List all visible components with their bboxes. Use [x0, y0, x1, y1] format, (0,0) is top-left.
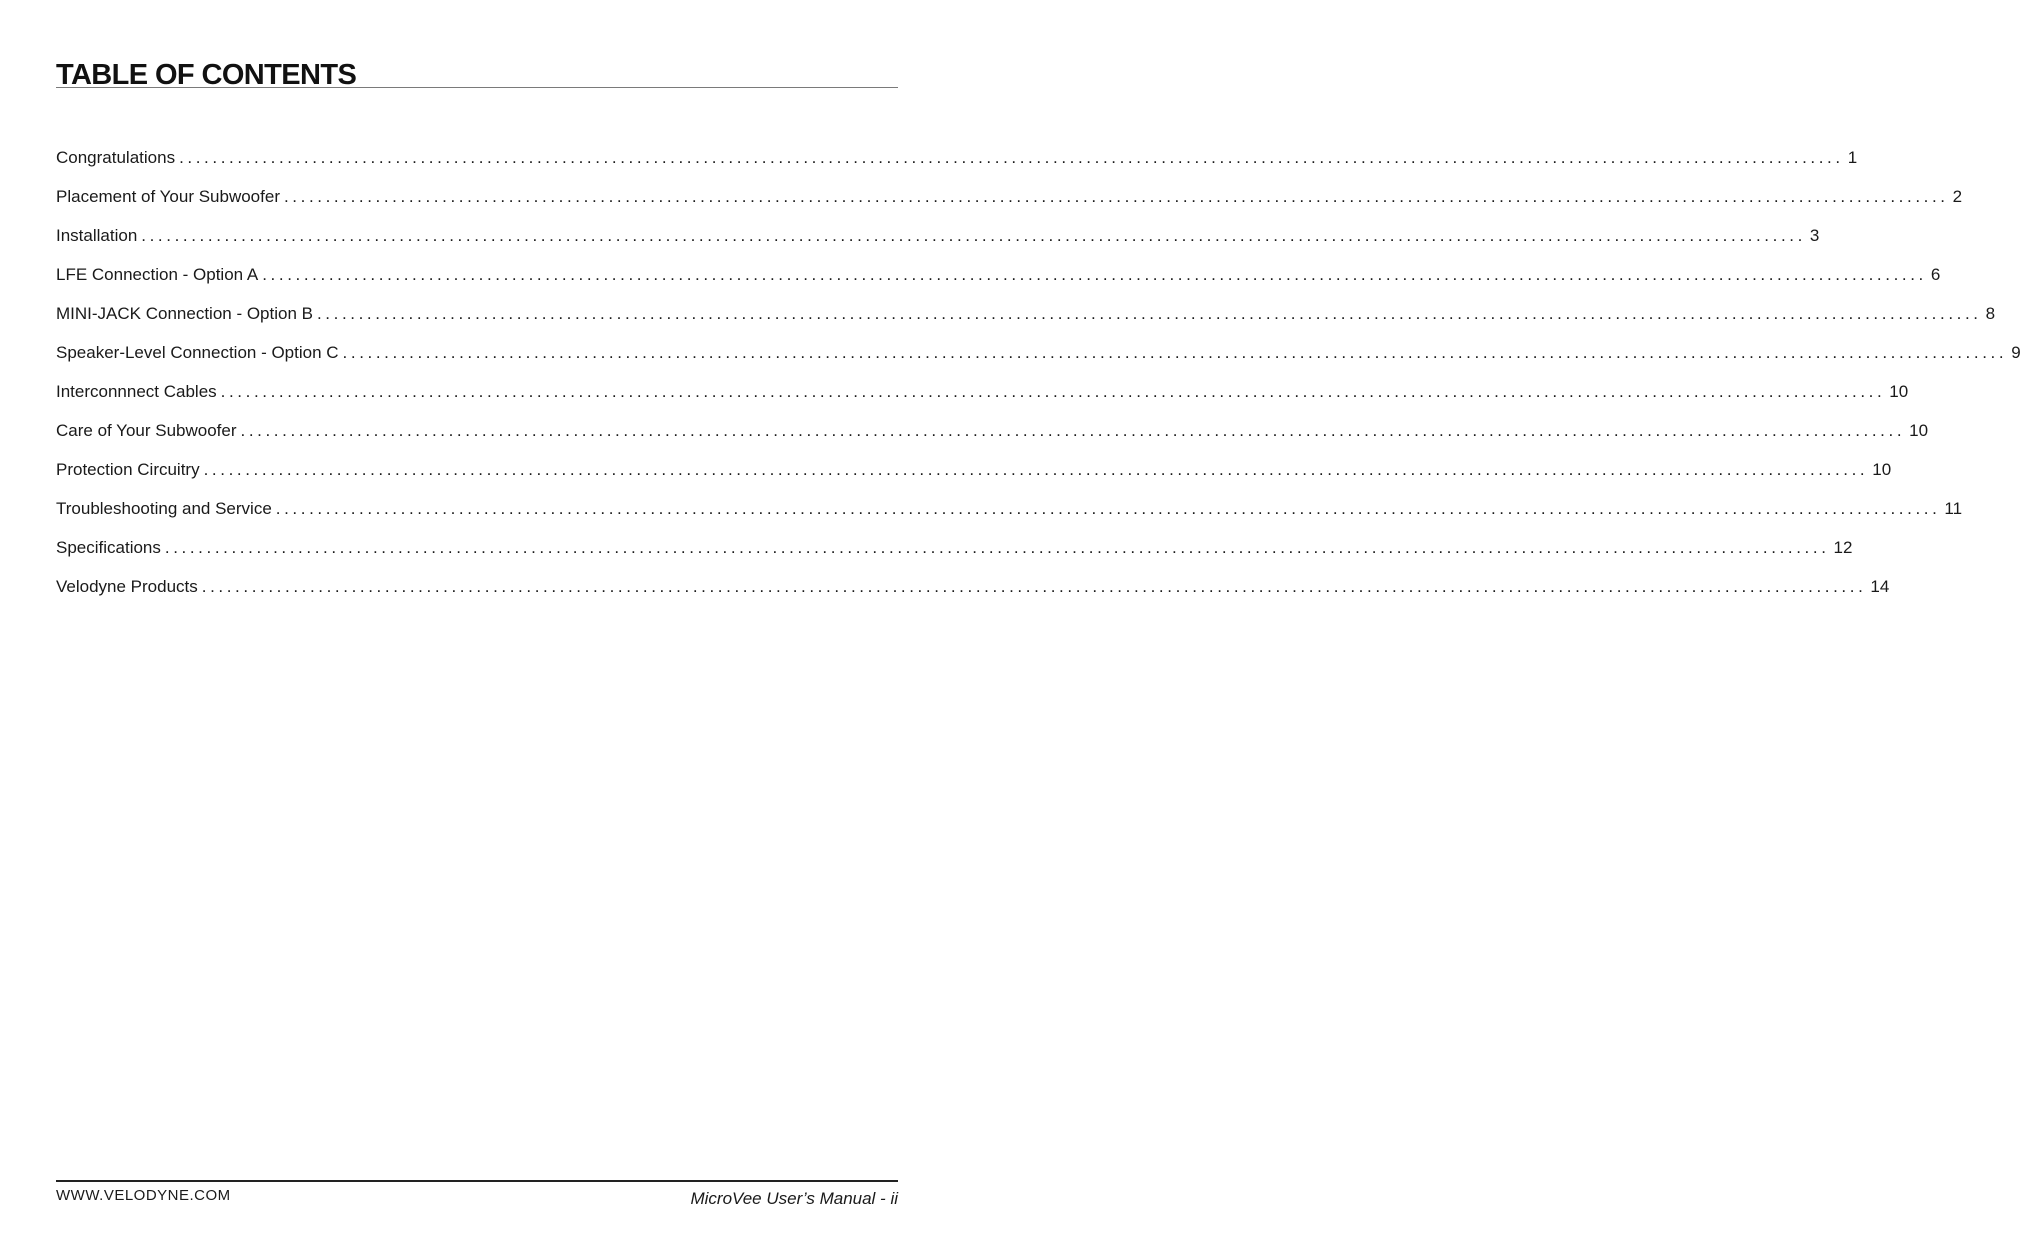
toc-entry-label: Protection Circuitry: [56, 460, 200, 479]
toc-entry-label: Installation: [56, 226, 138, 245]
toc-dot-leader: ........................................................................................................................................................................................................: [240, 421, 1906, 440]
footer-divider: [56, 1180, 898, 1182]
toc-entry-page: 10: [1872, 460, 1892, 479]
toc-entry[interactable]: [56, 144, 1858, 183]
toc-entry-page: 10: [1909, 421, 1929, 440]
toc-dot-leader: ........................................................................................................................................................................................................: [220, 382, 1886, 401]
toc-entry-page: 2: [1952, 187, 1963, 206]
toc-dot-leader: ........................................................................................................................................................................................................: [262, 265, 1927, 284]
toc-entry[interactable]: [56, 183, 1963, 222]
toc-entry[interactable]: [56, 378, 1909, 417]
toc-entry[interactable]: [56, 456, 1892, 495]
toc-entry[interactable]: [56, 300, 1996, 339]
toc-entry-label: Velodyne Products: [56, 577, 198, 596]
toc-entry-label: Placement of Your Subwoofer: [56, 187, 280, 206]
toc-entry[interactable]: [56, 534, 1853, 573]
toc-entry-label: Specifications: [56, 538, 161, 557]
toc-entry-page: 1: [1847, 148, 1858, 167]
toc-entry-label: Speaker-Level Connection - Option C: [56, 343, 339, 362]
toc-dot-leader: ........................................................................................................................................................................................................: [201, 577, 1867, 596]
toc-entry-page: 12: [1833, 538, 1853, 557]
toc-dot-leader: ........................................................................................................................................................................................................: [164, 538, 1830, 557]
toc-dot-leader: ........................................................................................................................................................................................................: [179, 148, 1844, 167]
toc-entry[interactable]: [56, 573, 1890, 612]
toc-dot-leader: ........................................................................................................................................................................................................: [316, 304, 1982, 323]
toc-entry-label: Care of Your Subwoofer: [56, 421, 237, 440]
toc-dot-leader: ........................................................................................................................................................................................................: [203, 460, 1869, 479]
toc-entry-page: 11: [1944, 499, 1963, 518]
footer-manual-page: MicroVee User’s Manual - ii: [690, 1189, 898, 1208]
toc-entry[interactable]: [56, 339, 2021, 378]
toc-entry[interactable]: [56, 495, 1963, 534]
toc-dot-leader: ........................................................................................................................................................................................................: [141, 226, 1806, 245]
toc-entry[interactable]: [56, 261, 1941, 300]
toc-entry-label: MINI-JACK Connection - Option B: [56, 304, 313, 323]
footer-website[interactable]: WWW.VELODYNE.COM: [56, 1187, 231, 1204]
table-of-contents: [56, 144, 2021, 612]
page-title: TABLE OF CONTENTS: [56, 59, 357, 91]
toc-dot-leader: ........................................................................................................................................................................................................: [342, 343, 2008, 362]
toc-entry-page: 3: [1809, 226, 1820, 245]
title-divider: [56, 87, 898, 88]
toc-entry-page: 6: [1930, 265, 1941, 284]
toc-entry-label: Troubleshooting and Service: [56, 499, 272, 518]
toc-entry-page: 14: [1870, 577, 1890, 596]
toc-entry-label: Congratulations: [56, 148, 176, 167]
toc-dot-leader: ........................................................................................................................................................................................................: [275, 499, 1941, 518]
toc-entry-page: 8: [1985, 304, 1996, 323]
toc-entry-label: Interconnnect Cables: [56, 382, 217, 401]
toc-entry[interactable]: [56, 222, 1820, 261]
toc-entry-label: LFE Connection - Option A: [56, 265, 259, 284]
toc-entry[interactable]: [56, 417, 1929, 456]
toc-dot-leader: ........................................................................................................................................................................................................: [283, 187, 1949, 206]
toc-entry-page: 10: [1889, 382, 1909, 401]
toc-entry-page: 9: [2011, 343, 2021, 362]
